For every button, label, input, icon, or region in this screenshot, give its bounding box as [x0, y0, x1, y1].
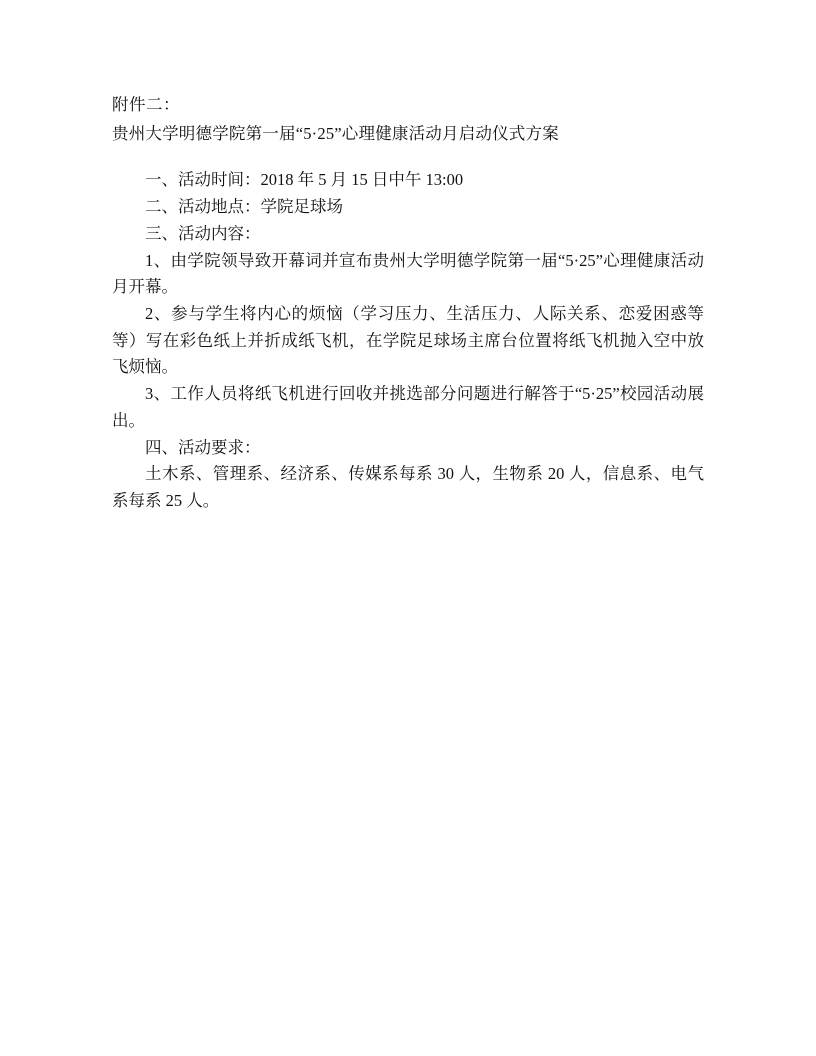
section-activity-content-heading: 三、活动内容：	[145, 223, 261, 243]
attachment-label: 附件二：	[112, 95, 180, 114]
section-activity-time: 一、活动时间：2018 年 5 月 15 日中午 13:00	[145, 170, 464, 190]
page-title: 贵州大学明德学院第一届“5·25”心理健康活动月启动仪式方案	[112, 123, 559, 143]
section-requirements-body: 土木系、管理系、经济系、传媒系每系 30 人，生物系 20 人，信息系、电气系每系 25 人。	[112, 464, 704, 511]
section-activity-place: 二、活动地点：学院足球场	[145, 197, 343, 217]
content-item-2: 2、参与学生将内心的烦恼（学习压力、生活压力、人际关系、恋爱困惑等等）写在彩色纸上并折成纸飞机，在学院足球场主席台位置将纸飞机抛入空中放飞烦恼。	[112, 304, 704, 377]
title-spacer	[112, 147, 704, 167]
section-requirements-heading: 四、活动要求：	[145, 437, 261, 457]
content-item-3: 3、工作人员将纸飞机进行回收并挑选部分问题进行解答于“5·25”校园活动展出。	[112, 384, 704, 430]
document-body	[112, 92, 704, 515]
content-item-1: 1、由学院领导致开幕词并宣布贵州大学明德学院第一届“5·25”心理健康活动月开幕。	[112, 250, 704, 297]
